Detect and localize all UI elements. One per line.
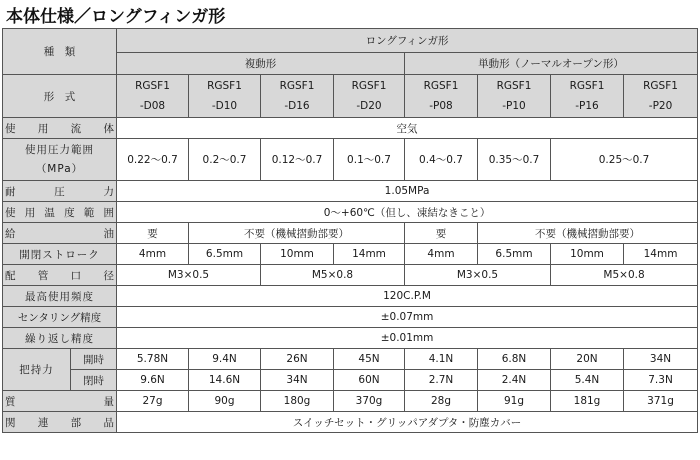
- grip-close-value: 60N: [334, 370, 405, 391]
- lubrication-value: 要: [405, 223, 478, 244]
- pressure-label: 使用圧力範囲 （MPa）: [3, 139, 117, 181]
- table-row: [3, 349, 698, 370]
- model-header-label: 形 式: [3, 75, 117, 118]
- grip-close-value: 9.6N: [117, 370, 189, 391]
- pressure-value: 0.2～0.7: [189, 139, 261, 181]
- table-row: [3, 412, 698, 433]
- repeatability-value: ±0.01mm: [117, 328, 698, 349]
- model-cell: RGSF1 -P10: [478, 75, 551, 118]
- pressure-value: 0.12～0.7: [261, 139, 334, 181]
- temperature-value: 0～+60℃（但し、凍結なきこと）: [117, 202, 698, 223]
- table-row: [3, 307, 698, 328]
- stroke-value: 10mm: [551, 244, 624, 265]
- table-row: [3, 244, 698, 265]
- grip-open-value: 20N: [551, 349, 624, 370]
- stroke-value: 14mm: [624, 244, 698, 265]
- table-row: [3, 223, 698, 244]
- table-row: [3, 181, 698, 202]
- frequency-value: 120C.P.M: [117, 286, 698, 307]
- grip-open-value: 34N: [624, 349, 698, 370]
- stroke-value: 10mm: [261, 244, 334, 265]
- port-size-value: M3×0.5: [117, 265, 261, 286]
- model-cell: RGSF1 -D08: [117, 75, 189, 118]
- stroke-value: 4mm: [117, 244, 189, 265]
- related-parts-value: スイッチセット・グリッパアダプタ・防塵カバー: [117, 412, 698, 433]
- long-finger-header: ロングフィンガ形: [117, 29, 698, 53]
- proof-pressure-label: 耐圧力: [3, 181, 117, 202]
- mass-value: 371g: [624, 391, 698, 412]
- mass-value: 181g: [551, 391, 624, 412]
- fluid-label: 使用流体: [3, 118, 117, 139]
- grip-close-value: 5.4N: [551, 370, 624, 391]
- port-size-label: 配管口径: [3, 265, 117, 286]
- stroke-value: 4mm: [405, 244, 478, 265]
- single-acting-header: 単動形（ノーマルオープン形）: [405, 53, 698, 75]
- grip-open-value: 4.1N: [405, 349, 478, 370]
- table-row: [3, 29, 698, 53]
- port-size-value: M3×0.5: [405, 265, 551, 286]
- model-cell: RGSF1 -P08: [405, 75, 478, 118]
- table-row: [3, 202, 698, 223]
- mass-value: 180g: [261, 391, 334, 412]
- table-row: [3, 265, 698, 286]
- lubrication-label: 給油: [3, 223, 117, 244]
- grip-close-value: 2.7N: [405, 370, 478, 391]
- stroke-label: 開閉ストローク: [3, 244, 117, 265]
- grip-open-value: 26N: [261, 349, 334, 370]
- table-row: [3, 391, 698, 412]
- port-size-value: M5×0.8: [261, 265, 405, 286]
- grip-open-label: 開時: [71, 349, 117, 370]
- mass-value: 90g: [189, 391, 261, 412]
- grip-close-value: 7.3N: [624, 370, 698, 391]
- type-header-label: 種 類: [3, 29, 117, 75]
- table-row: [3, 139, 698, 181]
- mass-value: 91g: [478, 391, 551, 412]
- pressure-value: 0.4～0.7: [405, 139, 478, 181]
- model-cell: RGSF1 -P20: [624, 75, 698, 118]
- grip-close-value: 34N: [261, 370, 334, 391]
- pressure-value: 0.35～0.7: [478, 139, 551, 181]
- double-acting-header: 複動形: [117, 53, 405, 75]
- port-size-value: M5×0.8: [551, 265, 698, 286]
- centering-value: ±0.07mm: [117, 307, 698, 328]
- temperature-label: 使用温度範囲: [3, 202, 117, 223]
- frequency-label: 最高使用頻度: [3, 286, 117, 307]
- model-cell: RGSF1 -D20: [334, 75, 405, 118]
- lubrication-value: 要: [117, 223, 189, 244]
- stroke-value: 6.5mm: [189, 244, 261, 265]
- mass-label: 質量: [3, 391, 117, 412]
- stroke-value: 14mm: [334, 244, 405, 265]
- pressure-value: 0.22～0.7: [117, 139, 189, 181]
- mass-value: 370g: [334, 391, 405, 412]
- grip-open-value: 6.8N: [478, 349, 551, 370]
- model-cell: RGSF1 -D16: [261, 75, 334, 118]
- centering-label: センタリング精度: [3, 307, 117, 328]
- grip-close-value: 2.4N: [478, 370, 551, 391]
- table-row: [3, 118, 698, 139]
- grip-close-label: 閉時: [71, 370, 117, 391]
- stroke-value: 6.5mm: [478, 244, 551, 265]
- lubrication-value: 不要（機械摺動部要）: [189, 223, 405, 244]
- spec-table: [2, 28, 698, 433]
- pressure-value: 0.1～0.7: [334, 139, 405, 181]
- grip-open-value: 5.78N: [117, 349, 189, 370]
- grip-open-value: 45N: [334, 349, 405, 370]
- fluid-value: 空気: [117, 118, 698, 139]
- repeatability-label: 繰り返し精度: [3, 328, 117, 349]
- proof-pressure-value: 1.05MPa: [117, 181, 698, 202]
- related-parts-label: 関連部品: [3, 412, 117, 433]
- model-cell: RGSF1 -D10: [189, 75, 261, 118]
- table-row: [3, 370, 698, 391]
- mass-value: 27g: [117, 391, 189, 412]
- grip-close-value: 14.6N: [189, 370, 261, 391]
- grip-force-label: 把持力: [3, 349, 71, 391]
- grip-open-value: 9.4N: [189, 349, 261, 370]
- table-row: [3, 328, 698, 349]
- table-row: [3, 286, 698, 307]
- model-cell: RGSF1 -P16: [551, 75, 624, 118]
- lubrication-value: 不要（機械摺動部要）: [478, 223, 698, 244]
- pressure-value: 0.25～0.7: [551, 139, 698, 181]
- table-row: [3, 75, 698, 118]
- page-title: 本体仕様／ロングフィンガ形: [6, 7, 226, 27]
- mass-value: 28g: [405, 391, 478, 412]
